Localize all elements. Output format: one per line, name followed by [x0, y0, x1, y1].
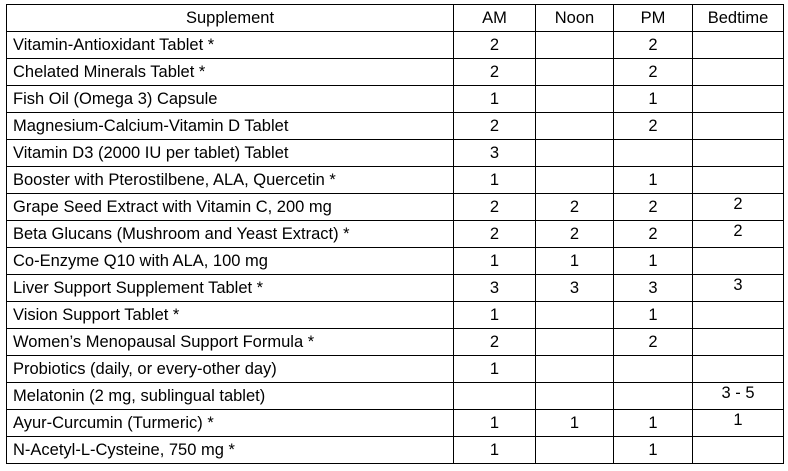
noon-dose-cell [536, 86, 614, 113]
table-row [7, 32, 784, 59]
supplement-name-cell: Probiotics (daily, or every-other day) [7, 356, 454, 383]
table-row [7, 437, 784, 464]
supplement-name-cell: Vitamin-Antioxidant Tablet * [7, 32, 454, 59]
pm-dose-cell: 1 [614, 86, 693, 113]
am-dose-cell: 2 [454, 113, 536, 140]
pm-dose-cell: 2 [614, 221, 693, 248]
bedtime-dose-cell [693, 113, 784, 140]
table-row [7, 59, 784, 86]
pm-dose-cell [614, 140, 693, 167]
noon-dose-cell [536, 32, 614, 59]
table-row [7, 302, 784, 329]
pm-dose-cell: 1 [614, 410, 693, 437]
pm-dose-cell: 2 [614, 32, 693, 59]
supplement-name-cell: Chelated Minerals Tablet * [7, 59, 454, 86]
noon-dose-cell [536, 167, 614, 194]
bedtime-dose-cell [693, 329, 784, 356]
table-row [7, 275, 784, 302]
pm-dose-cell: 1 [614, 167, 693, 194]
am-dose-cell [454, 383, 536, 410]
supplement-name-cell: Women’s Menopausal Support Formula * [7, 329, 454, 356]
table-row [7, 194, 784, 221]
noon-dose-cell: 1 [536, 248, 614, 275]
am-dose-cell: 1 [454, 86, 536, 113]
bedtime-dose-cell: 2 [693, 194, 784, 221]
supplement-name-cell: Co-Enzyme Q10 with ALA, 100 mg [7, 248, 454, 275]
supplement-name-cell: Booster with Pterostilbene, ALA, Quercetin * [7, 167, 454, 194]
table-row [7, 248, 784, 275]
supplement-name-cell: Vitamin D3 (2000 IU per tablet) Tablet [7, 140, 454, 167]
am-dose-cell: 1 [454, 248, 536, 275]
am-dose-cell: 1 [454, 356, 536, 383]
pm-dose-cell: 3 [614, 275, 693, 302]
supplement-name-cell: Ayur-Curcumin (Turmeric) * [7, 410, 454, 437]
pm-dose-cell: 1 [614, 248, 693, 275]
am-dose-cell: 1 [454, 167, 536, 194]
noon-dose-cell [536, 329, 614, 356]
table-row [7, 167, 784, 194]
noon-dose-cell [536, 437, 614, 464]
table-row [7, 221, 784, 248]
am-dose-cell: 2 [454, 32, 536, 59]
bedtime-dose-cell [693, 302, 784, 329]
supplement-name-cell: N-Acetyl-L-Cysteine, 750 mg * [7, 437, 454, 464]
header-supplement: Supplement [7, 5, 454, 32]
supplement-name-cell: Melatonin (2 mg, sublingual tablet) [7, 383, 454, 410]
pm-dose-cell: 2 [614, 194, 693, 221]
am-dose-cell: 1 [454, 410, 536, 437]
noon-dose-cell: 2 [536, 221, 614, 248]
pm-dose-cell: 2 [614, 59, 693, 86]
supplement-name-cell: Liver Support Supplement Tablet * [7, 275, 454, 302]
am-dose-cell: 2 [454, 59, 536, 86]
noon-dose-cell [536, 356, 614, 383]
supplement-schedule-table [6, 4, 784, 464]
bedtime-dose-cell: 1 [693, 410, 784, 437]
bedtime-dose-cell [693, 86, 784, 113]
supplement-name-cell: Magnesium-Calcium-Vitamin D Tablet [7, 113, 454, 140]
am-dose-cell: 2 [454, 329, 536, 356]
bedtime-dose-cell: 3 [693, 275, 784, 302]
noon-dose-cell [536, 59, 614, 86]
supplement-name-cell: Grape Seed Extract with Vitamin C, 200 mg [7, 194, 454, 221]
bedtime-dose-cell [693, 356, 784, 383]
pm-dose-cell: 1 [614, 302, 693, 329]
supplement-name-cell: Vision Support Tablet * [7, 302, 454, 329]
am-dose-cell: 2 [454, 221, 536, 248]
noon-dose-cell: 2 [536, 194, 614, 221]
noon-dose-cell: 3 [536, 275, 614, 302]
header-pm: PM [614, 5, 693, 32]
bedtime-dose-cell: 2 [693, 221, 784, 248]
table-row [7, 140, 784, 167]
am-dose-cell: 1 [454, 437, 536, 464]
table-row [7, 329, 784, 356]
table-row [7, 113, 784, 140]
pm-dose-cell [614, 356, 693, 383]
am-dose-cell: 3 [454, 140, 536, 167]
table-row [7, 383, 784, 410]
pm-dose-cell [614, 383, 693, 410]
header-bedtime: Bedtime [693, 5, 784, 32]
bedtime-dose-cell [693, 437, 784, 464]
bedtime-dose-cell [693, 167, 784, 194]
am-dose-cell: 1 [454, 302, 536, 329]
bedtime-dose-cell: 3 - 5 [693, 383, 784, 410]
am-dose-cell: 2 [454, 194, 536, 221]
am-dose-cell: 3 [454, 275, 536, 302]
bedtime-dose-cell [693, 140, 784, 167]
supplement-name-cell: Fish Oil (Omega 3) Capsule [7, 86, 454, 113]
header-noon: Noon [536, 5, 614, 32]
noon-dose-cell [536, 302, 614, 329]
supplement-name-cell: Beta Glucans (Mushroom and Yeast Extract) * [7, 221, 454, 248]
pm-dose-cell: 2 [614, 329, 693, 356]
table-row [7, 410, 784, 437]
noon-dose-cell [536, 113, 614, 140]
noon-dose-cell [536, 383, 614, 410]
bedtime-dose-cell [693, 248, 784, 275]
pm-dose-cell: 1 [614, 437, 693, 464]
table-body [7, 32, 784, 464]
table-row [7, 356, 784, 383]
bedtime-dose-cell [693, 32, 784, 59]
pm-dose-cell: 2 [614, 113, 693, 140]
noon-dose-cell [536, 140, 614, 167]
table-row [7, 86, 784, 113]
bedtime-dose-cell [693, 59, 784, 86]
noon-dose-cell: 1 [536, 410, 614, 437]
table-header-row [7, 5, 784, 32]
header-am: AM [454, 5, 536, 32]
